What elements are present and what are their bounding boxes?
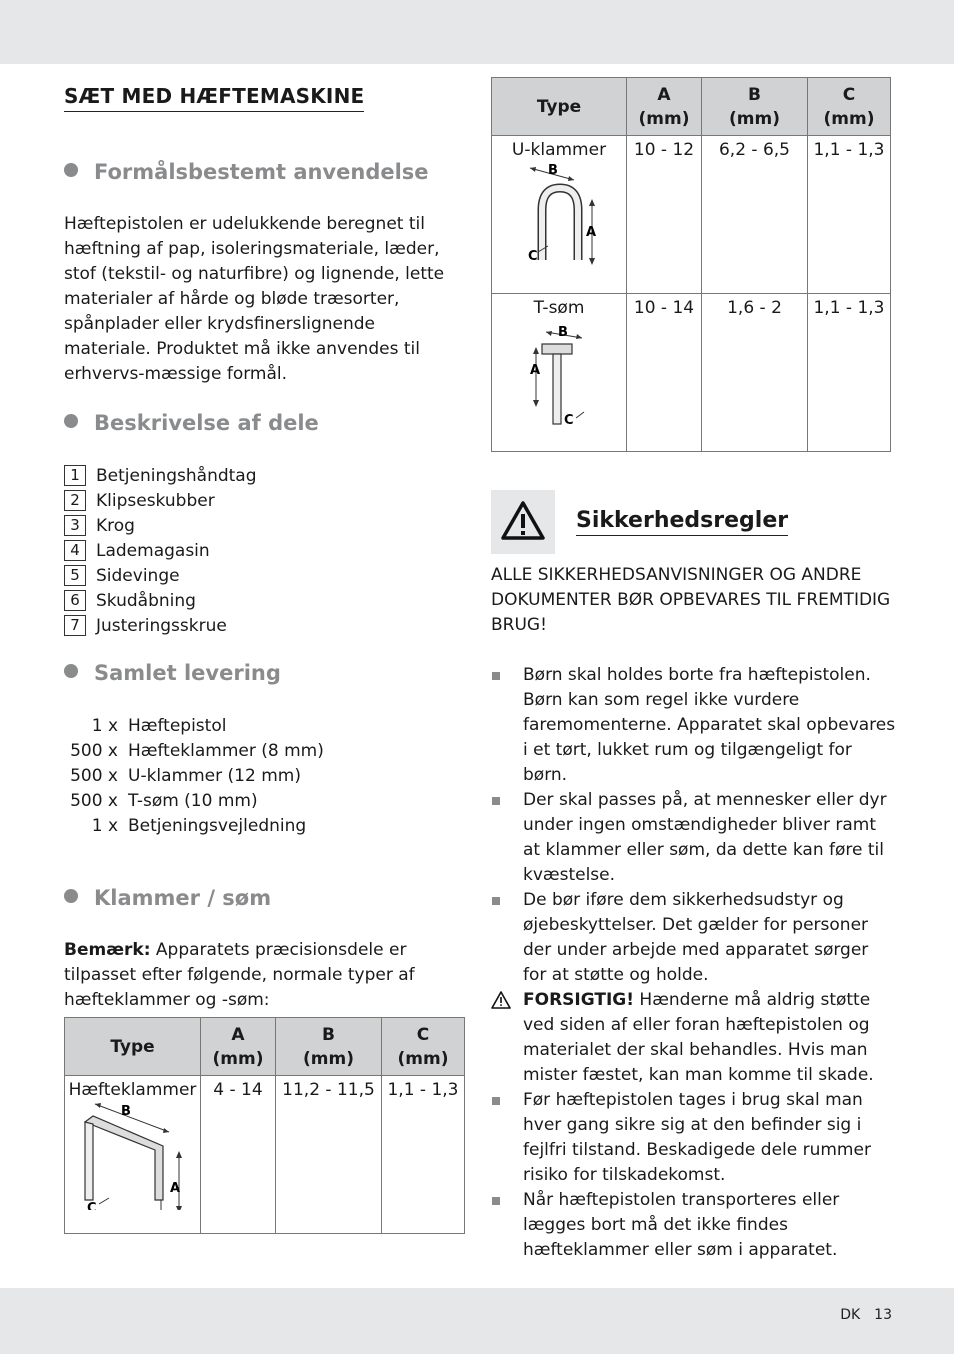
bullet-dot-icon bbox=[64, 163, 78, 177]
type-cell: U-klammer B A C bbox=[492, 136, 627, 294]
b-cell: 1,6 - 2 bbox=[702, 294, 808, 452]
col-a: A (mm) bbox=[201, 1018, 276, 1076]
delivery-qty: 1 x bbox=[91, 715, 118, 736]
c-cell: 1,1 - 1,3 bbox=[808, 136, 891, 294]
part-number: 7 bbox=[64, 615, 86, 636]
part-label: Lademagasin bbox=[96, 540, 210, 561]
col-b: B (mm) bbox=[276, 1018, 382, 1076]
a-cell: 4 - 14 bbox=[201, 1076, 276, 1234]
delivery-label: U-klammer (12 mm) bbox=[128, 765, 301, 786]
svg-text:A: A bbox=[586, 225, 597, 240]
bullet-text: Der skal passes på, at mennesker eller dyr under ingen omstændigheder bliver ramt at klammer eller søm, da dette kan føre til kvæstelse. bbox=[523, 790, 887, 885]
col-type: Type bbox=[65, 1018, 201, 1076]
col-c: C (mm) bbox=[382, 1018, 465, 1076]
list-item bbox=[64, 588, 257, 613]
delivery-label: Hæfteklammer (8 mm) bbox=[128, 740, 324, 761]
part-label: Sidevinge bbox=[96, 565, 180, 586]
delivery-qty: 500 x bbox=[70, 765, 118, 786]
table-row bbox=[492, 136, 891, 294]
table-row bbox=[65, 1076, 465, 1234]
list-item bbox=[64, 713, 324, 738]
bullet-text: De bør iføre dem sikkerhedsudstyr og øjebeskyttelser. Det gælder for personer der under arbejde med apparatet sørger for at støtte og holde. bbox=[523, 890, 869, 985]
delivery-qty: 500 x bbox=[70, 740, 118, 761]
type-cell: Hæfteklammer B A C bbox=[65, 1076, 201, 1234]
top-band bbox=[0, 0, 954, 64]
bullet-text: Når hæftepistolen transporteres eller lægges bort må det ikke findes hæfteklammer eller søm i apparatet. bbox=[523, 1190, 840, 1260]
list-item bbox=[491, 1188, 896, 1263]
caution-label: FORSIGTIG! bbox=[523, 990, 635, 1010]
staples-note: Bemærk: Apparatets præcisionsdele er tilpasset efter følgende, normale typer af hæfteklammer og -søm: bbox=[64, 940, 415, 1010]
part-number: 6 bbox=[64, 590, 86, 611]
square-bullet-icon bbox=[492, 897, 500, 905]
list-item bbox=[64, 788, 324, 813]
c-cell: 1,1 - 1,3 bbox=[808, 294, 891, 452]
list-item bbox=[64, 463, 257, 488]
delivery-qty: 500 x bbox=[70, 790, 118, 811]
section-heading-intended-use: Formålsbestemt anvendelse bbox=[64, 160, 429, 184]
part-label: Justeringsskrue bbox=[96, 615, 227, 636]
staple-table-right bbox=[491, 77, 891, 452]
flat-staple-diagram bbox=[73, 1100, 193, 1210]
safety-heading: Sikkerhedsregler bbox=[576, 508, 788, 536]
section-heading-staples: Klammer / søm bbox=[64, 886, 271, 910]
part-label: Klipseskubber bbox=[96, 490, 215, 511]
warning-icon-box bbox=[491, 490, 555, 554]
u-staple-diagram bbox=[514, 160, 604, 270]
section-heading-parts: Beskrivelse af dele bbox=[64, 411, 319, 435]
c-cell: 1,1 - 1,3 bbox=[382, 1076, 465, 1234]
list-item bbox=[491, 788, 896, 888]
page-title: SÆT MED HÆFTEMASKINE bbox=[64, 84, 364, 112]
part-label: Krog bbox=[96, 515, 135, 536]
part-number: 5 bbox=[64, 565, 86, 586]
delivery-qty: 1 x bbox=[91, 815, 118, 836]
part-label: Skudåbning bbox=[96, 590, 196, 611]
col-c: C (mm) bbox=[808, 78, 891, 136]
col-type: Type bbox=[492, 78, 627, 136]
square-bullet-icon bbox=[492, 1197, 500, 1205]
list-item bbox=[64, 763, 324, 788]
list-item bbox=[64, 563, 257, 588]
intended-use-text: Hæftepistolen er udelukkende beregnet til hæftning af pap, isoleringsmateriale, læder, stof (tekstil- og naturfibre) og lignende, lette materialer af hårde og bløde træsorter, spånplader eller krydsfinerslignende materiale. Produktet må ikke anvendes til erhvervs-mæssige formål. bbox=[64, 214, 445, 384]
warning-triangle-icon bbox=[491, 490, 555, 554]
bullet-dot-icon bbox=[64, 664, 78, 678]
bullet-dot-icon bbox=[64, 414, 78, 428]
delivery-label: Hæftepistol bbox=[128, 715, 227, 736]
square-bullet-icon bbox=[492, 672, 500, 680]
part-number: 1 bbox=[64, 465, 86, 486]
list-item bbox=[64, 613, 257, 638]
svg-text:B: B bbox=[120, 1104, 131, 1119]
b-cell: 11,2 - 11,5 bbox=[276, 1076, 382, 1234]
bullet-text: Børn skal holdes borte fra hæftepistolen. Børn kan som regel ikke vurdere faremomenterne. Apparatet skal opbevares i et tørt, lukket rum og tilgængeligt for børn. bbox=[523, 665, 896, 785]
bottom-band bbox=[0, 1288, 954, 1354]
safety-bullets bbox=[491, 663, 896, 1263]
bullet-dot-icon bbox=[64, 889, 78, 903]
list-item bbox=[491, 888, 896, 988]
svg-text:C: C bbox=[564, 413, 574, 428]
list-item bbox=[491, 988, 896, 1088]
part-number: 4 bbox=[64, 540, 86, 561]
svg-text:A: A bbox=[169, 1181, 180, 1196]
page-number: 13 bbox=[874, 1307, 892, 1323]
list-item bbox=[64, 813, 324, 838]
list-item bbox=[64, 738, 324, 763]
a-cell: 10 - 14 bbox=[627, 294, 702, 452]
part-label: Betjeningshåndtag bbox=[96, 465, 257, 486]
delivery-list bbox=[64, 713, 324, 838]
a-cell: 10 - 12 bbox=[627, 136, 702, 294]
list-item bbox=[64, 488, 257, 513]
col-b: B (mm) bbox=[702, 78, 808, 136]
list-item bbox=[491, 1088, 896, 1188]
bullet-text: Hænderne må aldrig støtte ved siden af eller foran hæftepistolen og materialet der skal behandles. Hvis man mister fæstet, kan man komme til skade. bbox=[523, 990, 874, 1085]
t-nail-diagram bbox=[514, 318, 604, 428]
svg-text:B: B bbox=[548, 163, 558, 178]
square-bullet-icon bbox=[492, 797, 500, 805]
square-bullet-icon bbox=[492, 1097, 500, 1105]
list-item bbox=[491, 663, 896, 788]
col-a: A (mm) bbox=[627, 78, 702, 136]
list-item bbox=[64, 513, 257, 538]
svg-text:C: C bbox=[528, 249, 538, 264]
svg-text:A: A bbox=[530, 363, 541, 378]
delivery-label: T-søm (10 mm) bbox=[128, 790, 258, 811]
b-cell: 6,2 - 6,5 bbox=[702, 136, 808, 294]
footer-lang: DK bbox=[840, 1307, 861, 1323]
type-cell: T-søm B A C bbox=[492, 294, 627, 452]
part-number: 2 bbox=[64, 490, 86, 511]
parts-list bbox=[64, 463, 257, 638]
svg-text:B: B bbox=[558, 325, 568, 340]
page-footer bbox=[826, 1307, 892, 1323]
svg-text:C: C bbox=[86, 1201, 97, 1210]
bullet-text: Før hæftepistolen tages i brug skal man hver gang sikre sig at den befinder sig i fejlfri tilstand. Beskadigede dele rummer risiko for tilskadekomst. bbox=[523, 1090, 871, 1185]
safety-caps-notice: ALLE SIKKERHEDSANVISNINGER OG ANDRE DOKUMENTER BØR OPBEVARES TIL FREMTIDIG BRUG! bbox=[491, 565, 891, 635]
section-heading-delivery: Samlet levering bbox=[64, 661, 281, 685]
warning-triangle-icon bbox=[491, 991, 511, 1009]
list-item bbox=[64, 538, 257, 563]
delivery-label: Betjeningsvejledning bbox=[128, 815, 307, 836]
table-row bbox=[492, 294, 891, 452]
staple-table-left bbox=[64, 1017, 465, 1234]
part-number: 3 bbox=[64, 515, 86, 536]
